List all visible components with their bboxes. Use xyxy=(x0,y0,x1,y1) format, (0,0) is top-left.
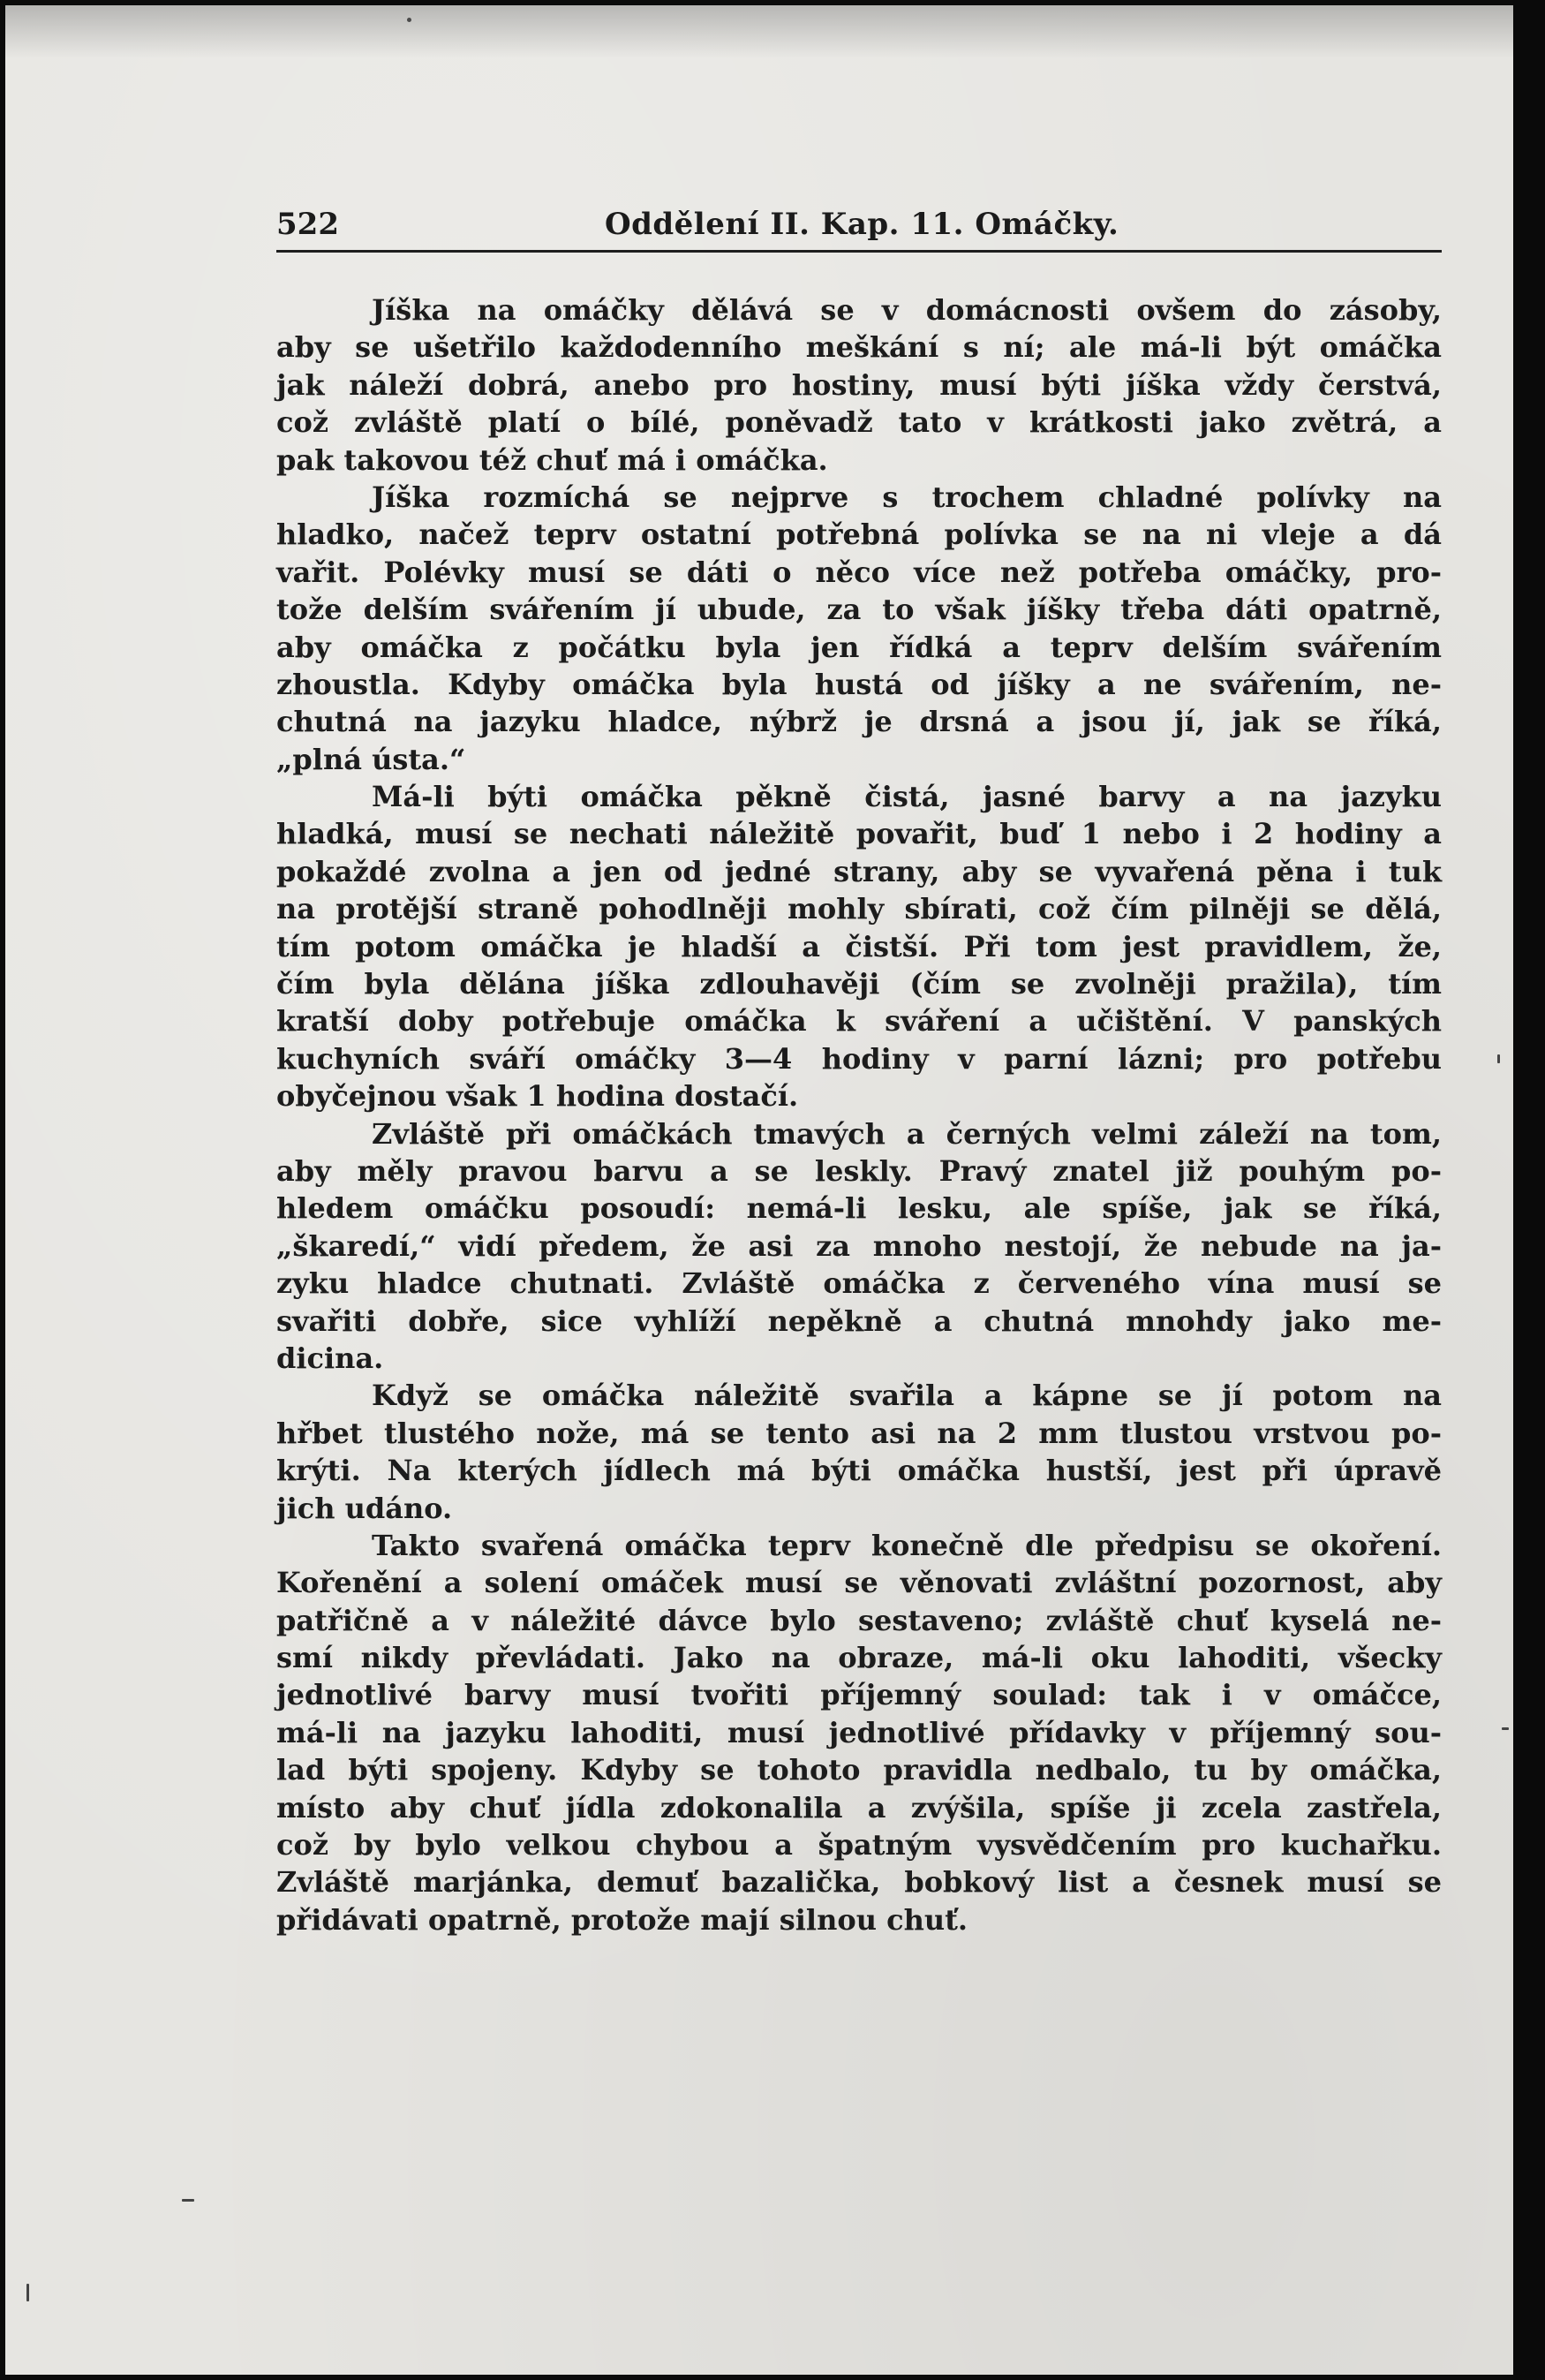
text-line: Má-li býti omáčka pěkně čistá, jasné barvy a na jazyku xyxy=(372,780,1442,814)
paragraph xyxy=(276,291,1442,479)
text-line: přidávati opatrně, protože mají silnou chuť. xyxy=(276,1902,968,1937)
text-line: hledem omáčku posoudí: nemá-li lesku, ale spíše, jak se říká, xyxy=(276,1191,1442,1226)
paragraph xyxy=(276,778,1442,1115)
text-line: má-li na jazyku lahoditi, musí jednotlivé přídavky v příjemný sou- xyxy=(276,1715,1442,1749)
page-number: 522 xyxy=(276,207,339,242)
text-line: hladká, musí se nechati náležitě povařit, buď 1 nebo i 2 hodiny a xyxy=(276,817,1442,851)
text-line: aby se ušetřilo každodenního meškání s ní; ale má-li být omáčka xyxy=(276,330,1442,365)
text-line: kratší doby potřebuje omáčka k sváření a učištění. V panských xyxy=(276,1004,1442,1039)
paragraph xyxy=(276,1115,1442,1378)
text-line: jak náleží dobrá, anebo pro hostiny, musí býti jíška vždy čerstvá, xyxy=(276,367,1442,402)
text-line: lad býti spojeny. Kdyby se tohoto pravidla nedbalo, tu by omáčka, xyxy=(276,1753,1442,1787)
scan-border xyxy=(1513,0,1545,2380)
text-line: vařit. Polévky musí se dáti o něco více než potřeba omáčky, pro- xyxy=(276,555,1442,589)
text-line: tím potom omáčka je hladší a čistší. Při tom jest pravidlem, že, xyxy=(276,929,1442,963)
text-line: „škaredí,“ vidí předem, že asi za mnoho nestojí, že nebude na ja- xyxy=(276,1228,1442,1263)
text-line: aby měly pravou barvu a se leskly. Pravý znatel již pouhým po- xyxy=(276,1153,1442,1188)
body-text xyxy=(276,291,1442,1938)
text-line: hřbet tlustého nože, má se tento asi na 2 mm tlustou vrstvou po- xyxy=(276,1416,1442,1450)
paragraph xyxy=(276,1527,1442,1938)
running-head: Oddělení II. Kap. 11. Omáčky. xyxy=(605,207,1119,242)
text-line: Kořenění a solení omáček musí se věnovati zvláštní pozornost, aby xyxy=(276,1566,1442,1600)
text-line: obyčejnou však 1 hodina dostačí. xyxy=(276,1079,799,1114)
paragraph xyxy=(276,479,1442,778)
text-line: pokaždé zvolna a jen od jedné strany, aby se vyvařená pěna i tuk xyxy=(276,854,1442,888)
paper-speck xyxy=(1497,1054,1500,1063)
text-line: Když se omáčka náležitě svařila a kápne se jí potom na xyxy=(372,1379,1442,1413)
text-line: jednotlivé barvy musí tvořiti příjemný soulad: tak i v omáčce, xyxy=(276,1678,1442,1712)
paper-speck xyxy=(26,2284,29,2301)
text-line: chutná na jazyku hladce, nýbrž je drsná a jsou jí, jak se říká, xyxy=(276,705,1442,739)
header-rule xyxy=(276,250,1442,253)
paragraph xyxy=(276,1377,1442,1527)
text-line: svařiti dobře, sice vyhlíží nepěkně a chutná mnohdy jako me- xyxy=(276,1303,1442,1338)
text-line: čím byla dělána jíška zdlouhavěji (čím se zvolněji pražila), tím xyxy=(276,967,1442,1001)
text-line: Jíška na omáčky dělává se v domácnosti ovšem do zásoby, xyxy=(372,293,1442,327)
text-line: kuchyních sváří omáčky 3—4 hodiny v parní lázni; pro potřebu xyxy=(276,1041,1442,1076)
text-line: což zvláště platí o bílé, poněvadž tato v krátkosti jako zvětrá, a xyxy=(276,405,1442,440)
text-line: tože delším svářením jí ubude, za to však jíšky třeba dáti opatrně, xyxy=(276,593,1442,627)
page-edge-shadow xyxy=(5,5,1513,58)
text-line: místo aby chuť jídla zdokonalila a zvýšila, spíše ji zcela zastřela, xyxy=(276,1790,1442,1825)
text-line: pak takovou též chuť má i omáčka. xyxy=(276,442,828,477)
text-line: hladko, načež teprv ostatní potřebná polívka se na ni vleje a dá xyxy=(276,518,1442,552)
text-line: Zvláště marjánka, demuť bazalička, bobkový list a česnek musí se xyxy=(276,1865,1442,1900)
text-line: jich udáno. xyxy=(276,1491,453,1525)
text-line: smí nikdy převládati. Jako na obraze, má-li oku lahoditi, všecky xyxy=(276,1641,1442,1675)
text-line: Zvláště při omáčkách tmavých a černých velmi záleží na tom, xyxy=(372,1116,1442,1151)
page-header xyxy=(276,207,1442,242)
text-line: krýti. Na kterých jídlech má býti omáčka hustší, jest při úpravě xyxy=(276,1454,1442,1488)
paper-speck xyxy=(1502,1727,1509,1730)
text-line: patřičně a v náležité dávce bylo sestaveno; zvláště chuť kyselá ne- xyxy=(276,1603,1442,1637)
text-line: Takto svařená omáčka teprv konečně dle předpisu se okoření. xyxy=(372,1528,1442,1562)
text-line: zyku hladce chutnati. Zvláště omáčka z červeného vína musí se xyxy=(276,1266,1442,1301)
text-line: aby omáčka z počátku byla jen řídká a teprv delším svářením xyxy=(276,630,1442,664)
text-line: „plná ústa.“ xyxy=(276,742,466,776)
text-line: což by bylo velkou chybou a špatným vysvědčením pro kuchařku. xyxy=(276,1828,1442,1862)
text-line: Jíška rozmíchá se nejprve s trochem chladné polívky na xyxy=(372,480,1442,514)
text-line: zhoustla. Kdyby omáčka byla hustá od jíšky a ne svářením, ne- xyxy=(276,667,1442,701)
text-line: na protější straně pohodlněji mohly sbírati, což čím pilněji se dělá, xyxy=(276,892,1442,926)
paper-speck xyxy=(182,2199,194,2202)
text-line: dicina. xyxy=(276,1341,384,1375)
